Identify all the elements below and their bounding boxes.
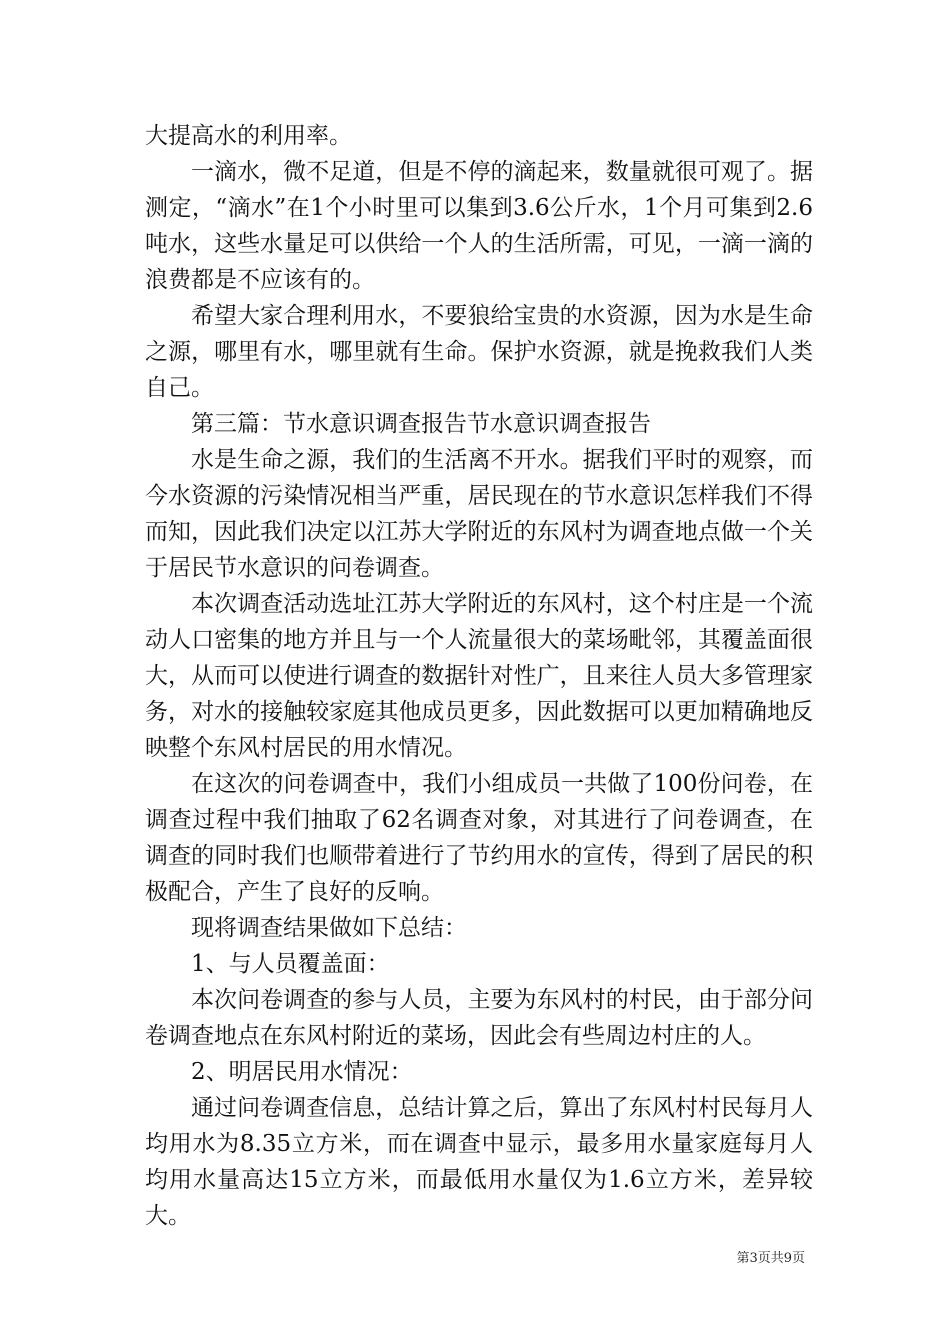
- document-body: [145, 118, 813, 1234]
- section-heading: 第三篇：节水意识调查报告节水意识调查报告: [191, 411, 651, 437]
- list-heading: 1、与人员覆盖面：: [191, 951, 390, 977]
- paragraph: 本次问卷调查的参与人员，主要为东风村的村民，由于部分问卷调查地点在东风村附近的菜场，因此会有些周边村庄的人。: [145, 987, 813, 1049]
- page-number-footer: 第3页共9页: [736, 1251, 805, 1266]
- paragraph: 现将调查结果做如下总结：: [191, 915, 467, 941]
- paragraph: 水是生命之源，我们的生活离不开水。据我们平时的观察，而今水资源的污染情况相当严重，居民现在的节水意识怎样我们不得而知，因此我们决定以江苏大学附近的东风村为调查地点做一个关于居民节水意识的问卷调查。: [145, 447, 813, 581]
- list-heading: 2、明居民用水情况：: [191, 1059, 413, 1085]
- paragraph: 大提高水的利用率。: [145, 123, 352, 149]
- paragraph: 通过问卷调查信息，总结计算之后，算出了东风村村民每月人均用水为8.35立方米，而在调查中显示，最多用水量家庭每月人均用水量高达15立方米，而最低用水量仅为1.6立方米，差异较大。: [145, 1095, 813, 1229]
- paragraph: 一滴水，微不足道，但是不停的滴起来，数量就很可观了。据测定，“滴水”在1个小时里可以集到3.6公斤水，1个月可集到2.6吨水，这些水量足可以供给一个人的生活所需，可见，一滴一滴的浪费都是不应该有的。: [145, 159, 813, 293]
- paragraph: 希望大家合理利用水，不要狼给宝贵的水资源，因为水是生命之源，哪里有水，哪里就有生命。保护水资源，就是挽救我们人类自己。: [145, 303, 813, 401]
- paragraph: 本次调查活动选址江苏大学附近的东风村，这个村庄是一个流动人口密集的地方并且与一个人流量很大的菜场毗邻，其覆盖面很大，从而可以使进行调查的数据针对性广，且来往人员大多管理家务，对水的接触较家庭其他成员更多，因此数据可以更加精确地反映整个东风村居民的用水情况。: [145, 591, 813, 761]
- paragraph: 在这次的问卷调查中，我们小组成员一共做了100份问卷，在调查过程中我们抽取了62名调查对象，对其进行了问卷调查，在调查的同时我们也顺带着进行了节约用水的宣传，得到了居民的积极配合，产生了良好的反响。: [145, 771, 813, 905]
